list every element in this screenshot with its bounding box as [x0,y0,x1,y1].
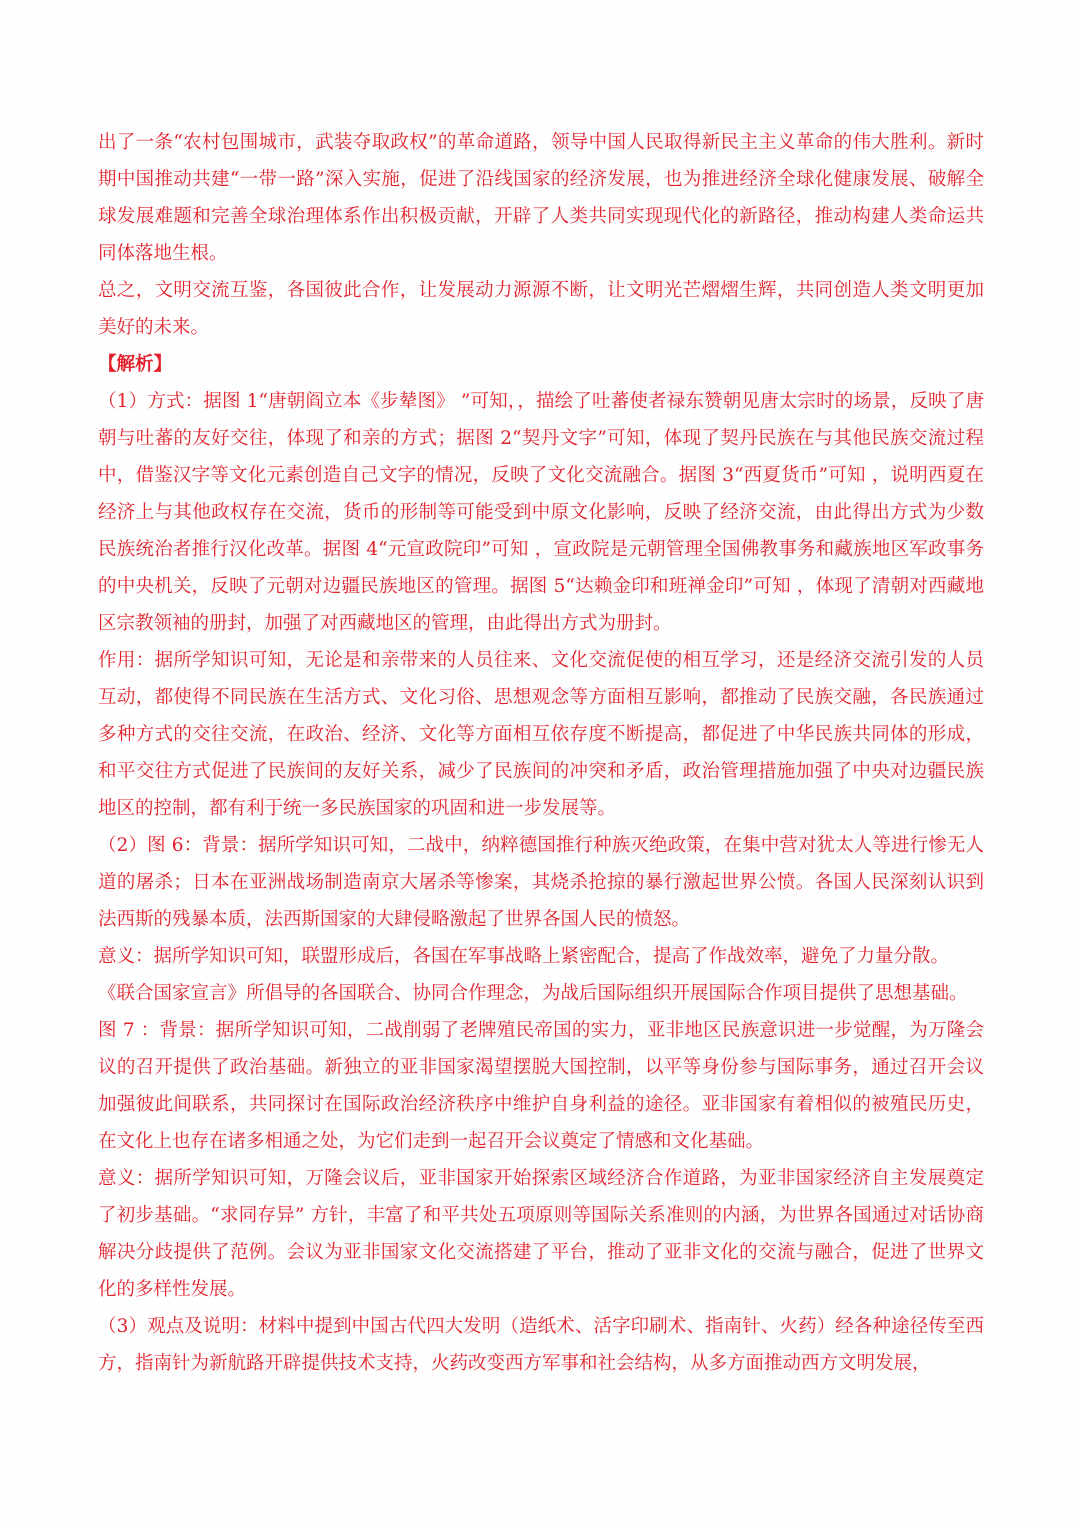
answer-text-block [98,124,984,1382]
paragraph-part3-viewpoint: （3）观点及说明：材料中提到中国古代四大发明（造纸术、活字印刷术、指南针、火药）经各种途径传至西方，指南针为新航路开辟提供技术支持，火药改变西方军事和社会结构，从多方面推动西方文明发展， [98,1316,984,1374]
paragraph-summary: 总之，文明交流互鉴，各国彼此合作，让发展动力源源不断，让文明光芒熠熠生辉，共同创造人类文明更加美好的未来。 [98,280,984,338]
paragraph-part2-fig6-significance: 意义：据所学知识可知，联盟形成后，各国在军事战略上紧密配合，提高了作战效率，避免了力量分散。 [98,946,950,967]
paragraph-part1-effects: 作用：据所学知识可知，无论是和亲带来的人员往来、文化交流促使的相互学习，还是经济交流引发的人员互动，都使得不同民族在生活方式、文化习俗、思想观念等方面相互影响，都推动了民族交融，各民族通过多种方式的交往交流，在政治、经济、文化等方面相互依存度不断提高，都促进了中华民族共同体的形成，和平交往方式促进了民族间的友好关系，减少了民族间的冲突和矛盾，政治管理措施加强了中央对边疆民族地区的控制，都有利于统一多民族国家的巩固和进一步发展等。 [98,650,984,819]
paragraph-part2-fig7-significance: 意义：据所学知识可知，万隆会议后，亚非国家开始探索区域经济合作道路，为亚非国家经济自主发展奠定了初步基础。“求同存异” 方针，丰富了和平共处五项原则等国际关系准则的内涵，为世界各国通过对话协商解决分歧提供了范例。会议为亚非国家文化交流搭建了平台，推动了亚非文化的交流与融合，促进了世界文化的多样性发展。 [98,1168,984,1300]
paragraph-part2-fig7-background: 图 7 ：背景：据所学知识可知，二战削弱了老牌殖民帝国的实力，亚非地区民族意识进一步觉醒，为万隆会议的召开提供了政治基础。新独立的亚非国家渴望摆脱大国控制，以平等身份参与国际事务，通过召开会议加强彼此间联系，共同探讨在国际政治经济秩序中维护自身利益的途径。亚非国家有着相似的被殖民历史，在文化上也存在诸多相通之处，为它们走到一起召开会议奠定了情感和文化基础。 [98,1020,984,1152]
paragraph-part2-fig6-background: （2）图 6：背景：据所学知识可知，二战中，纳粹德国推行种族灭绝政策，在集中营对犹太人等进行惨无人道的屠杀；日本在亚洲战场制造南京大屠杀等惨案，其烧杀抢掠的暴行激起世界公愤。各国人民深刻认识到法西斯的残暴本质，法西斯国家的大肆侵略激起了世界各国人民的愤怒。 [98,835,984,930]
analysis-heading: 【解析】 [98,354,173,375]
paragraph-part1-methods: （1）方式：据图 1“唐朝阎立本《步辇图》 ”可知，，描绘了吐蕃使者禄东赞朝见唐太宗时的场景，反映了唐朝与吐蕃的友好交往，体现了和亲的方式；据图 2“契丹文字”可知，体现了契丹民族在与其他民族交流过程中，借鉴汉字等文化元素创造自己文字的情况，反映了文化交流融合。据图 3“西夏货币”可知 ，说明西夏在经济上与其他政权存在交流，货币的形制等可能受到中原文化影响，反映了经济交流，由此得出方式为少数民族统治者推行汉化改革。据图 4“元宣政院印”可知 ，宣政院是元朝管理全国佛教事务和藏族地区军政事务的中央机关，反映了元朝对边疆民族地区的管理。据图 5“达赖金印和班禅金印”可知 ，体现了清朝对西藏地区宗教领袖的册封，加强了对西藏地区的管理，由此得出方式为册封。 [98,391,984,634]
paragraph-part2-declaration: 《联合国家宣言》所倡导的各国联合、协同合作理念，为战后国际组织开展国际合作项目提供了思想基础。 [98,983,968,1004]
paragraph-intro-continuation: 出了一条“农村包围城市，武装夺取政权”的革命道路，领导中国人民取得新民主主义革命的伟大胜利。新时期中国推动共建“一带一路”深入实施，促进了沿线国家的经济发展，也为推进经济全球化健康发展、破解全球发展难题和完善全球治理体系作出积极贡献，开辟了人类共同实现现代化的新路径，推动构建人类命运共同体落地生根。 [98,132,984,264]
